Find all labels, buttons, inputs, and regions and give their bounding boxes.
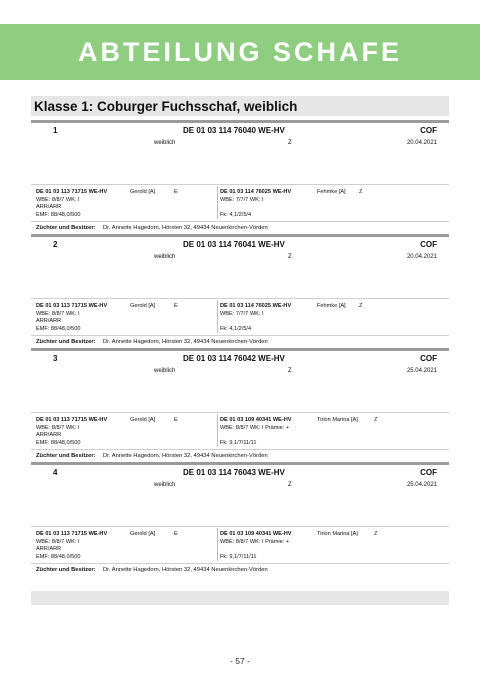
sire-code: E xyxy=(174,189,178,195)
sire-info xyxy=(36,303,216,333)
owner-label: Züchter und Besitzer: xyxy=(36,453,96,459)
entry-reg-number: DE 01 03 114 76040 WE-HV xyxy=(183,126,285,135)
section-title: ABTEILUNG SCHAFE xyxy=(78,36,402,67)
entry-reg-number: DE 01 03 114 76043 WE-HV xyxy=(183,468,285,477)
entry-parents xyxy=(31,526,449,563)
class-footer-band xyxy=(31,591,449,605)
sire-name: Gerold [A] xyxy=(130,189,156,195)
dam-info xyxy=(217,300,445,333)
dam-name: Tirion Marina [A] xyxy=(317,417,358,423)
entry-birthdate: 20.04.2021 xyxy=(406,254,437,260)
entry-grade: Z xyxy=(288,254,292,260)
dam-fk: Fk: 4,1/2/5/4 xyxy=(220,211,252,218)
sire-emf: EMF: 88/48,0/500 xyxy=(36,439,81,446)
owner-label: Züchter und Besitzer: xyxy=(36,567,96,573)
owner-value: Dr. Annette Hagedorn, Hörsten 32, 49434 Neuenkirchen-Vörden xyxy=(103,567,268,573)
dam-line3 xyxy=(220,318,445,326)
entry-grade: Z xyxy=(288,482,292,488)
sire-id: DE 01 03 113 71715 WE-HV xyxy=(36,189,108,195)
entry-header xyxy=(31,240,449,251)
dam-id: DE 01 03 109 40341 WE-HV xyxy=(220,417,292,423)
dam-fk: Fk: 4,1/2/5/4 xyxy=(220,325,252,332)
entry-number: 2 xyxy=(53,240,58,249)
class-title: Klasse 1: Coburger Fuchsschaf, weiblich xyxy=(34,98,298,114)
entry-breed: COF xyxy=(420,468,437,477)
entry-parents xyxy=(31,412,449,449)
section-banner xyxy=(0,24,480,80)
entry-details xyxy=(31,140,449,150)
sire-wbe: WBE: 8/8/7 WK: I xyxy=(36,424,80,431)
entry-birthdate: 25.04.2021 xyxy=(406,368,437,374)
entry-header xyxy=(31,354,449,365)
dam-id: DE 01 03 114 76025 WE-HV xyxy=(220,303,292,309)
dam-line3 xyxy=(220,204,445,212)
sire-wbe: WBE: 8/8/7 WK: I xyxy=(36,310,80,317)
entry-number: 1 xyxy=(53,126,58,135)
owner-label: Züchter und Besitzer: xyxy=(36,339,96,345)
entry-birthdate: 20.04.2021 xyxy=(406,140,437,146)
sire-genotype: ARR/ARR xyxy=(36,546,62,552)
sire-info xyxy=(36,531,216,561)
entry-breed: COF xyxy=(420,354,437,363)
entry-card xyxy=(31,462,449,576)
class-header xyxy=(31,96,449,116)
dam-code: Z xyxy=(359,303,363,309)
sire-info xyxy=(36,417,216,447)
sire-id: DE 01 03 113 71715 WE-HV xyxy=(36,303,108,309)
entry-sex: weiblich xyxy=(154,368,176,374)
entry-header xyxy=(31,126,449,137)
owner-value: Dr. Annette Hagedorn, Hörsten 32, 49434 Neuenkirchen-Vörden xyxy=(103,225,268,231)
dam-wbe: WBE: 8/8/7 WK: I Prämie: + xyxy=(220,538,290,545)
entry-details xyxy=(31,368,449,378)
entry-header xyxy=(31,468,449,479)
entry-reg-number: DE 01 03 114 76042 WE-HV xyxy=(183,354,285,363)
dam-info xyxy=(217,528,445,561)
dam-fk: Fk: 9,1/7/11/11 xyxy=(220,439,257,446)
sire-wbe: WBE: 8/8/7 WK: I xyxy=(36,538,80,545)
dam-line3 xyxy=(220,432,445,440)
dam-wbe: WBE: 7/7/7 WK: I xyxy=(220,196,264,203)
entry-number: 4 xyxy=(53,468,58,477)
sire-info xyxy=(36,189,216,219)
entry-number: 3 xyxy=(53,354,58,363)
sire-code: E xyxy=(174,531,178,537)
dam-id: DE 01 03 114 76025 WE-HV xyxy=(220,189,292,195)
owner-label: Züchter und Besitzer: xyxy=(36,225,96,231)
dam-code: Z xyxy=(374,417,378,423)
entry-owner xyxy=(31,449,449,463)
sire-id: DE 01 03 113 71715 WE-HV xyxy=(36,531,108,537)
page-number: - 57 - xyxy=(230,656,250,666)
entry-sex: weiblich xyxy=(154,140,176,146)
sire-genotype: ARR/ARR xyxy=(36,204,62,210)
dam-info xyxy=(217,186,445,219)
entry-card xyxy=(31,234,449,348)
sire-name: Gerold [A] xyxy=(130,417,156,423)
owner-value: Dr. Annette Hagedorn, Hörsten 32, 49434 Neuenkirchen-Vörden xyxy=(103,339,268,345)
sire-wbe: WBE: 8/8/7 WK: I xyxy=(36,196,80,203)
sire-code: E xyxy=(174,417,178,423)
entry-sex: weiblich xyxy=(154,482,176,488)
entry-breed: COF xyxy=(420,126,437,135)
sire-genotype: ARR/ARR xyxy=(36,318,62,324)
dam-id: DE 01 03 109 40341 WE-HV xyxy=(220,531,292,537)
sire-id: DE 01 03 113 71715 WE-HV xyxy=(36,417,108,423)
entry-reg-number: DE 01 03 114 76041 WE-HV xyxy=(183,240,285,249)
dam-fk: Fk: 9,1/7/11/11 xyxy=(220,553,257,560)
entry-grade: Z xyxy=(288,368,292,374)
sire-genotype: ARR/ARR xyxy=(36,432,62,438)
entry-owner xyxy=(31,221,449,235)
entry-breed: COF xyxy=(420,240,437,249)
entry-grade: Z xyxy=(288,140,292,146)
sire-code: E xyxy=(174,303,178,309)
entry-details xyxy=(31,482,449,492)
entry-birthdate: 25.04.2021 xyxy=(406,482,437,488)
dam-wbe: WBE: 8/8/7 WK: I Prämie: + xyxy=(220,424,290,431)
dam-line3 xyxy=(220,546,445,554)
entry-owner xyxy=(31,563,449,577)
sire-emf: EMF: 88/48,0/500 xyxy=(36,553,81,560)
entry-details xyxy=(31,254,449,264)
entry-card xyxy=(31,348,449,462)
dam-info xyxy=(217,414,445,447)
dam-code: Z xyxy=(374,531,378,537)
entry-card xyxy=(31,120,449,234)
sire-name: Gerold [A] xyxy=(130,531,156,537)
dam-name: Fehmke [A] xyxy=(317,189,346,195)
entry-list xyxy=(31,120,449,576)
dam-name: Tirion Marina [A] xyxy=(317,531,358,537)
entry-parents xyxy=(31,298,449,335)
sire-emf: EMF: 88/48,0/500 xyxy=(36,211,81,218)
entry-parents xyxy=(31,184,449,221)
sire-emf: EMF: 88/48,0/500 xyxy=(36,325,81,332)
sire-name: Gerold [A] xyxy=(130,303,156,309)
dam-wbe: WBE: 7/7/7 WK: I xyxy=(220,310,264,317)
entry-owner xyxy=(31,335,449,349)
entry-sex: weiblich xyxy=(154,254,176,260)
dam-name: Fehmke [A] xyxy=(317,303,346,309)
owner-value: Dr. Annette Hagedorn, Hörsten 32, 49434 Neuenkirchen-Vörden xyxy=(103,453,268,459)
dam-code: Z xyxy=(359,189,363,195)
